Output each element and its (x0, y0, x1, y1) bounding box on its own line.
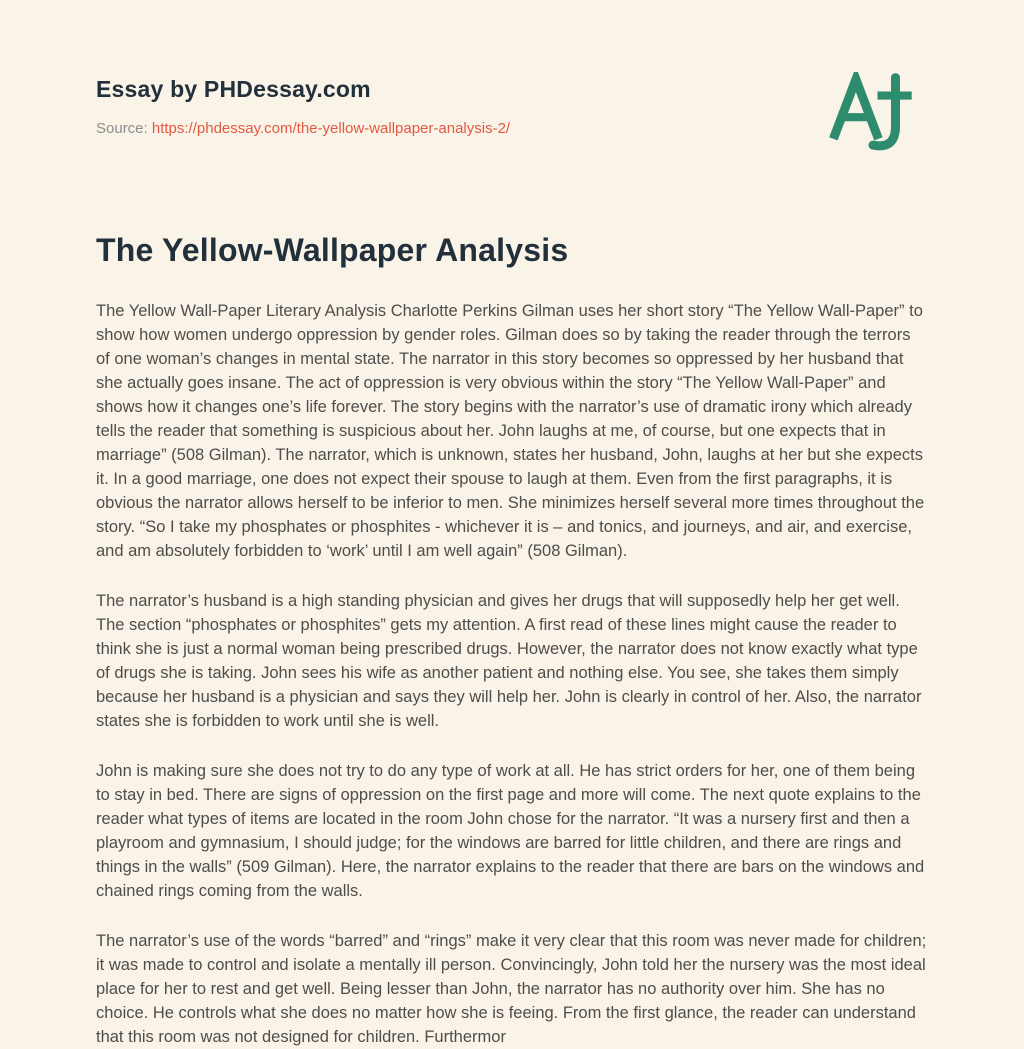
phdessay-logo-icon (828, 72, 918, 166)
page-header (96, 76, 928, 166)
essay-paragraph-3: John is making sure she does not try to do any type of work at all. He has strict orders for her, one of them being to stay in bed. There are signs of oppression on the first page and more will come. The next quote explains to the reader what types of items are located in the room John chose for the narrator. “It was a nursery first and then a playroom and gymnasium, I should judge; for the windows are barred for little children, and there are rings and things in the walls” (509 Gilman). Here, the narrator explains to the reader that there are bars on the windows and chained rings coming from the walls. (96, 762, 925, 900)
essay-paragraph-1: The Yellow Wall-Paper Literary Analysis Charlotte Perkins Gilman uses her short story “The Yellow Wall-Paper” to show how women undergo oppression by gender roles. Gilman does so by taking the reader through the terrors of one woman’s changes in mental state. The narrator in this story becomes so oppressed by her husband that she actually goes insane. The act of oppression is very obvious within the story “The Yellow Wall-Paper” and shows how it changes one’s life forever. The story begins with the narrator’s use of dramatic irony which already tells the reader that something is suspicious about her. John laughs at me, of course, but one expects that in marriage” (508 Gilman). The narrator, which is unknown, states her husband, John, laughs at her but she expects it. In a good marriage, one does not expect their spouse to laugh at them. Even from the first paragraphs, it is obvious the narrator allows herself to be inferior to men. She minimizes herself several more times throughout the story. “So I take my phosphates or phosphites - whichever it is – and tonics, and journeys, and air, and exercise, and am absolutely forbidden to ‘work’ until I am well again” (508 Gilman). (96, 302, 925, 560)
essay-title: The Yellow-Wallpaper Analysis (96, 232, 569, 268)
source-url-link[interactable]: https://phdessay.com/the-yellow-wallpaper-analysis-2/ (151, 120, 511, 137)
essay-body (96, 299, 928, 1049)
essay-paragraph-2: The narrator’s husband is a high standing physician and gives her drugs that will supposedly help her get well. The section “phosphates or phosphites” gets my attention. A first read of these lines might cause the reader to think she is just a normal woman being prescribed drugs. However, the narrator does not know exactly what type of drugs she is taking. John sees his wife as another patient and nothing else. You see, she takes them simply because her husband is a physician and says they will help her. John is clearly in control of her. Also, the narrator states she is forbidden to work until she is well. (96, 592, 922, 730)
source-line (96, 120, 510, 137)
brand-title: Essay by PHDessay.com (96, 76, 371, 102)
header-text-block (96, 76, 510, 137)
source-label: Source: (96, 120, 148, 137)
essay-paragraph-4: The narrator’s use of the words “barred” and “rings” make it very clear that this room was never made for children; it was made to control and isolate a mentally ill person. Convincingly, John told her the nursery was the most ideal place for her to rest and get well. Being lesser than John, the narrator has no authority over him. She has no choice. He controls what she does no matter how she is feeing. From the first glance, the reader can understand that this room was not designed for children. Furthermor (96, 932, 927, 1046)
